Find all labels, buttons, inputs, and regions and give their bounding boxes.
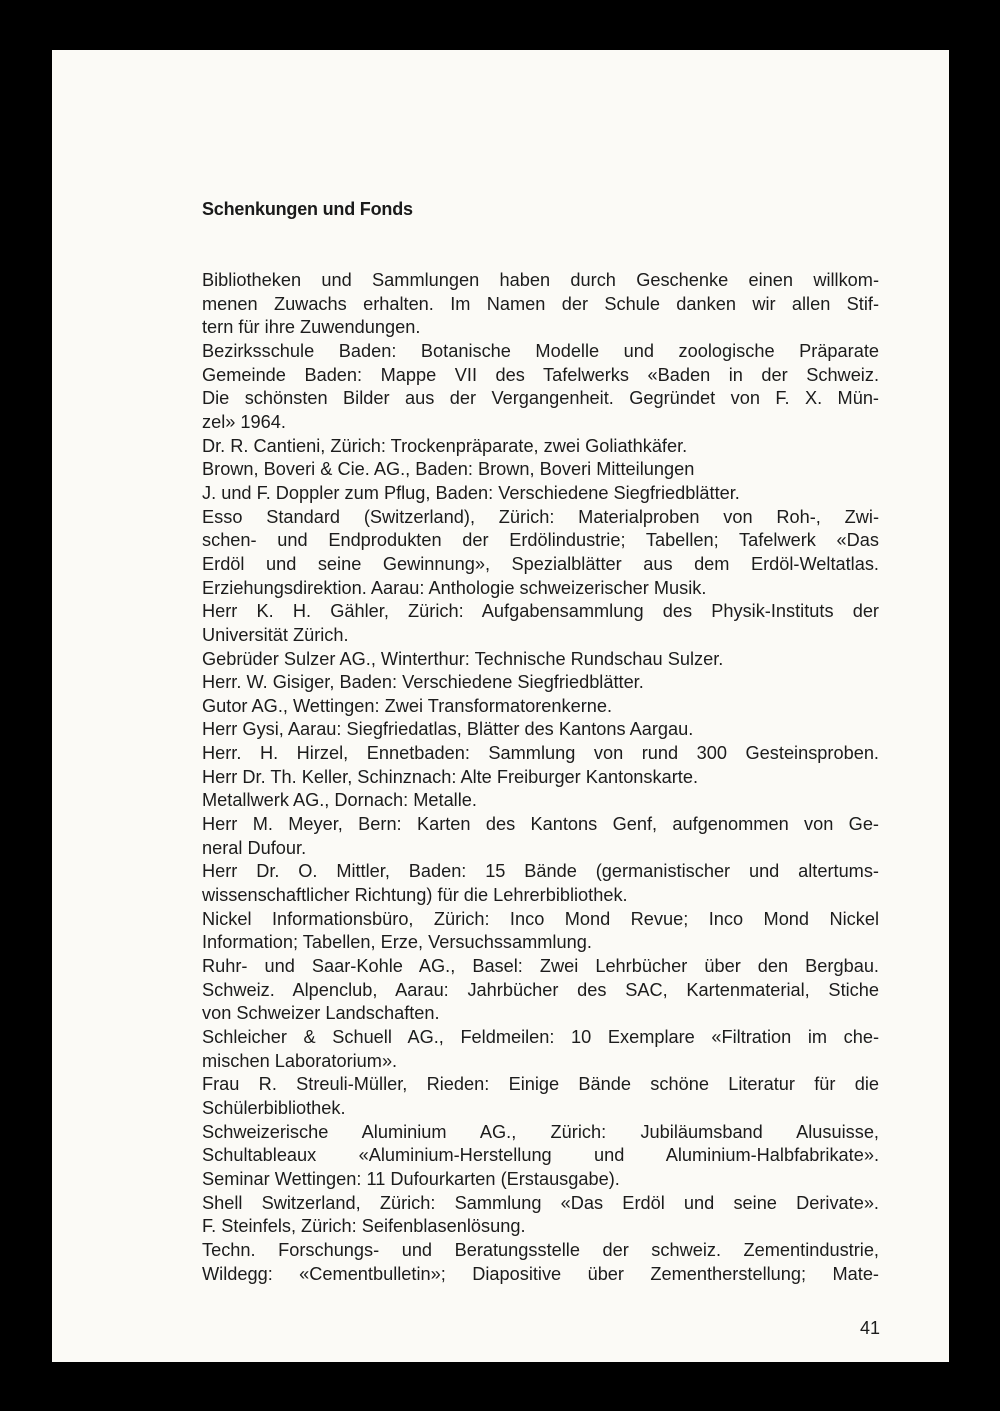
body-text	[202, 269, 879, 1286]
text-line: Schülerbibliothek.	[202, 1097, 346, 1118]
text-line: Shell Switzerland, Zürich: Sammlung «Das Erdöl und seine Derivate».	[202, 1192, 879, 1213]
text-line: Gebrüder Sulzer AG., Winterthur: Technische Rundschau Sulzer.	[202, 648, 724, 669]
text-line: Wildegg: «Cementbulletin»; Diapositive über Zementherstellung; Mate-	[202, 1263, 879, 1284]
text-line: Herr. W. Gisiger, Baden: Verschiedene Siegfriedblätter.	[202, 672, 644, 693]
text-line: J. und F. Doppler zum Pflug, Baden: Verschiedene Siegfriedblätter.	[202, 482, 740, 503]
section-heading: Schenkungen und Fonds	[202, 199, 413, 219]
text-line: Herr Gysi, Aarau: Siegfriedatlas, Blätter des Kantons Aargau.	[202, 719, 694, 740]
text-line: schen- und Endprodukten der Erdölindustrie; Tabellen; Tafelwerk «Das	[202, 530, 879, 551]
text-line: Schweiz. Alpenclub, Aarau: Jahrbücher des SAC, Kartenmaterial, Stiche	[202, 979, 879, 1000]
text-line: tern für ihre Zuwendungen.	[202, 317, 421, 338]
text-line: Brown, Boveri & Cie. AG., Baden: Brown, Boveri Mitteilungen	[202, 459, 695, 480]
text-line: Herr M. Meyer, Bern: Karten des Kantons Genf, aufgenommen von Ge-	[202, 814, 879, 835]
text-line: Schleicher & Schuell AG., Feldmeilen: 10 Exemplare «Filtration im che-	[202, 1027, 879, 1047]
text-line: mischen Laboratorium».	[202, 1050, 398, 1071]
text-line: Herr Dr. O. Mittler, Baden: 15 Bände (germanistischer und altertums-	[202, 861, 879, 882]
text-line: Frau R. Streuli-Müller, Rieden: Einige Bände schöne Literatur für die	[202, 1074, 879, 1095]
text-line: F. Steinfels, Zürich: Seifenblasenlösung.	[202, 1216, 526, 1237]
text-line: Schultableaux «Aluminium-Herstellung und Aluminium-Halbfabrikate».	[202, 1145, 879, 1166]
text-line: Ruhr- und Saar-Kohle AG., Basel: Zwei Lehrbücher über den Bergbau.	[202, 956, 879, 977]
text-line: Herr Dr. Th. Keller, Schinznach: Alte Freiburger Kantonskarte.	[202, 766, 699, 787]
text-line: Erziehungsdirektion. Aarau: Anthologie schweizerischer Musik.	[202, 577, 707, 598]
text-line: Esso Standard (Switzerland), Zürich: Materialproben von Roh-, Zwi-	[202, 506, 879, 527]
text-line: Gemeinde Baden: Mappe VII des Tafelwerks «Baden in der Schweiz.	[202, 364, 879, 385]
text-line: menen Zuwachs erhalten. Im Namen der Schule danken wir allen Stif-	[202, 293, 879, 314]
text-line: von Schweizer Landschaften.	[202, 1003, 440, 1024]
text-line: Seminar Wettingen: 11 Dufourkarten (Erstausgabe).	[202, 1168, 620, 1189]
text-line: Herr K. H. Gähler, Zürich: Aufgabensammlung des Physik-Instituts der	[202, 601, 879, 622]
text-line: Dr. R. Cantieni, Zürich: Trockenpräparate, zwei Goliathkäfer.	[202, 435, 688, 456]
text-line: neral Dufour.	[202, 837, 307, 858]
text-line: Bibliotheken und Sammlungen haben durch Geschenke einen willkom-	[202, 270, 879, 290]
text-line: wissenschaftlicher Richtung) für die Lehrerbibliothek.	[202, 885, 628, 906]
text-line: Information; Tabellen, Erze, Versuchssammlung.	[202, 932, 592, 953]
text-line: Erdöl und seine Gewinnung», Spezialblätter aus dem Erdöl-Weltatlas.	[202, 553, 879, 574]
text-line: Bezirksschule Baden: Botanische Modelle und zoologische Präparate	[202, 340, 879, 361]
text-line: Die schönsten Bilder aus der Vergangenheit. Gegründet von F. X. Mün-	[202, 388, 879, 409]
document-page	[52, 50, 949, 1362]
text-line: Herr. H. Hirzel, Ennetbaden: Sammlung von rund 300 Gesteinsproben.	[202, 743, 879, 764]
text-line: Gutor AG., Wettingen: Zwei Transformatorenkerne.	[202, 695, 613, 716]
text-line: Schweizerische Aluminium AG., Zürich: Jubiläumsband Alusuisse,	[202, 1121, 879, 1142]
page-number: 41	[859, 1318, 880, 1338]
text-line: Universität Zürich.	[202, 624, 349, 645]
text-line: Nickel Informationsbüro, Zürich: Inco Mond Revue; Inco Mond Nickel	[202, 908, 879, 929]
text-line: zel» 1964.	[202, 411, 286, 432]
text-line: Metallwerk AG., Dornach: Metalle.	[202, 790, 477, 811]
text-line: Techn. Forschungs- und Beratungsstelle der schweiz. Zementindustrie,	[202, 1239, 879, 1260]
